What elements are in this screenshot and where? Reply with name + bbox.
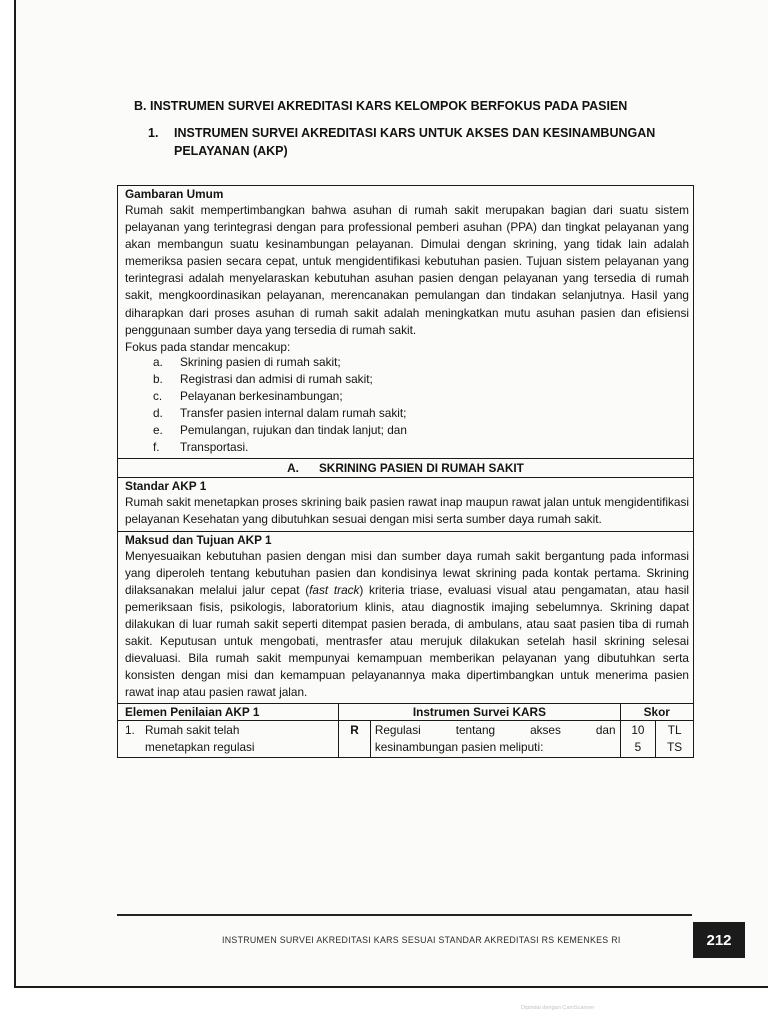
list-letter: a. bbox=[153, 354, 163, 369]
score-table bbox=[118, 704, 693, 757]
regulasi-marker: R bbox=[339, 721, 371, 758]
section-a-header bbox=[118, 459, 693, 478]
instrumen-word: tentang bbox=[455, 723, 496, 738]
list-text: Transportasi. bbox=[180, 440, 249, 455]
standar-title: Standar AKP 1 bbox=[125, 479, 207, 494]
page-number: 212 bbox=[693, 922, 745, 958]
gambaran-paragraph: Rumah sakit mempertimbangkan bahwa asuhan di rumah sakit merupakan bagian dari suatu sistem pelayanan yang terintegrasi dengan para professional pemberi asuhan (PPA) dan tingkat pelayanan yang akan membangun suatu kesinambungan pelayanan. Dimulai dengan skrining, yang tidak lain adalah memeriksa pasien secara cepat, untuk mengidentifikasi kebutuhan pasien. Tujuan sistem pelayanan yang terintegrasi adalah menyelaraskan kebutuhan asuhan pasien dengan pelayanan yang tersedia di rumah sakit, mengkoordinasikan pelayanan, merencanakan pemulangan dan tindakan selanjutnya. Hasil yang diharapkan dari proses asuhan di rumah sakit adalah meningkatkan mutu asuhan pasien dan efisiensi penggunaan sumber daya yang tersedia di rumah sakit. bbox=[125, 203, 689, 337]
header-skor: Skor bbox=[620, 704, 693, 721]
heading-1 bbox=[148, 124, 708, 160]
list-letter: e. bbox=[153, 423, 163, 438]
focus-list bbox=[125, 354, 689, 457]
content-box bbox=[117, 185, 694, 758]
standar-section bbox=[118, 478, 693, 531]
instrumen-word: Regulasi bbox=[374, 723, 421, 738]
maksud-text-italic: fast track bbox=[309, 582, 360, 597]
instrumen-cell bbox=[370, 721, 620, 758]
elemen-cell bbox=[118, 721, 339, 758]
score-codes bbox=[656, 721, 693, 758]
scanner-watermark: Dipindai dengan CamScanner bbox=[521, 1005, 595, 1011]
section-a-letter: A. bbox=[287, 461, 299, 476]
list-item bbox=[125, 388, 689, 405]
list-text: Transfer pasien internal dalam rumah sakit; bbox=[180, 406, 407, 421]
elemen-number: 1. bbox=[125, 723, 135, 738]
focus-intro: Fokus pada standar mencakup: bbox=[125, 339, 291, 354]
list-text: Registrasi dan admisi di rumah sakit; bbox=[180, 371, 373, 386]
list-item bbox=[125, 422, 689, 439]
list-text: Pemulangan, rujukan dan tindak lanjut; dan bbox=[180, 423, 407, 438]
header-elemen: Elemen Penilaian AKP 1 bbox=[118, 704, 339, 721]
list-item bbox=[125, 405, 689, 422]
maksud-text-part: ) kriteria triase, evaluasi visual atau pengamatan, atau hasil pemeriksaan fisis, psikologis, laboratorium klinis, atau diagnostik imajing sebelumnya. Skrining dapat dilakukan di luar rumah sakit seperti ditempat pasien berada, di ambulans, atau saat pasien tiba di rumah sakit. Keputusan untuk mengobati, mentrasfer atau merujuk dilakukan setelah hasil skrining selesai dievaluasi. Bila rumah sakit mempunyai kemampuan memberikan pelayanan yang dibutuhkan serta konsisten dengan misi dan kemampuan pelayanannya maka dipertimbangkan untuk menerima pasien rawat inap atau pasien rawat jalan. bbox=[125, 582, 689, 700]
list-item bbox=[125, 354, 689, 371]
elemen-line2: menetapkan regulasi bbox=[145, 740, 255, 755]
list-text: Pelayanan berkesinambungan; bbox=[180, 388, 343, 403]
score-value: 10 bbox=[631, 723, 645, 738]
footer-rule bbox=[117, 914, 692, 916]
maksud-text bbox=[125, 548, 689, 702]
list-letter: d. bbox=[153, 406, 163, 421]
list-text: Skrining pasien di rumah sakit; bbox=[180, 354, 341, 369]
maksud-section bbox=[118, 532, 693, 705]
score-value: 5 bbox=[634, 740, 642, 755]
header-instrumen: Instrumen Survei KARS bbox=[339, 704, 620, 721]
heading-b: B. INSTRUMEN SURVEI AKREDITASI KARS KELOMPOK BERFOKUS PADA PASIEN bbox=[134, 99, 628, 113]
instrumen-word: akses bbox=[530, 723, 561, 738]
heading-1-line2: PELAYANAN (AKP) bbox=[174, 144, 288, 158]
table-header-row bbox=[118, 704, 693, 721]
score-code: TS bbox=[667, 740, 683, 755]
heading-1-line1: INSTRUMEN SURVEI AKREDITASI KARS UNTUK AKSES DAN KESINAMBUNGAN bbox=[174, 126, 656, 140]
standar-text: Rumah sakit menetapkan proses skrining baik pasien rawat inap maupun rawat jalan untuk mengidentifikasi pelayanan Kesehatan yang dibutuhkan sesuai dengan misi serta sumber daya rumah sakit. bbox=[125, 495, 689, 527]
score-values bbox=[620, 721, 656, 758]
gambaran-section bbox=[118, 186, 693, 459]
list-letter: f. bbox=[153, 440, 160, 455]
list-letter: b. bbox=[153, 371, 163, 386]
instrumen-line2: kesinambungan pasien meliputi: bbox=[374, 740, 544, 755]
gambaran-title: Gambaran Umum bbox=[125, 187, 224, 201]
maksud-title: Maksud dan Tujuan AKP 1 bbox=[125, 532, 272, 547]
instrumen-word: dan bbox=[595, 723, 616, 738]
list-letter: c. bbox=[153, 388, 163, 403]
list-item bbox=[125, 371, 689, 388]
section-a-label: SKRINING PASIEN DI RUMAH SAKIT bbox=[318, 461, 524, 476]
list-item bbox=[125, 439, 689, 456]
table-row bbox=[118, 721, 693, 758]
footer-text: INSTRUMEN SURVEI AKREDITASI KARS SESUAI STANDAR AKREDITASI RS KEMENKES RI bbox=[222, 935, 621, 945]
score-code: TL bbox=[667, 723, 682, 738]
maksud-text-part: Menyesuaikan kebutuhan pasien dengan misi dan sumber daya rumah sakit bergantung pada informasi yang diperoleh tentang kebutuhan pasien dan kondisinya lewat skrining pada kontak pertama. Skrining dilaksanakan melalui jalur cepat ( bbox=[125, 548, 689, 597]
instrumen-line1 bbox=[375, 722, 616, 739]
elemen-line1: Rumah sakit telah bbox=[145, 723, 240, 738]
heading-1-number: 1. bbox=[148, 126, 159, 140]
